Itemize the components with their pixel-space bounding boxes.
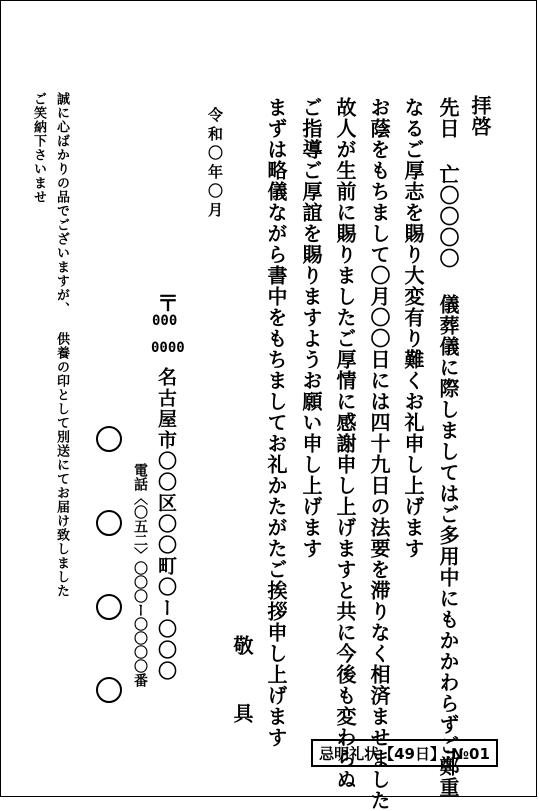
sender-address: 名古屋市〇〇区〇〇町〇ー〇〇〇 xyxy=(155,367,177,682)
body-line-4: 故人が生前に賜りましたご厚情に感謝申し上げますと共に今後も変わらぬ xyxy=(333,97,357,790)
postal-mark: 〒 xyxy=(157,292,180,317)
sender-phone: 電話〈〇五二〉〇〇〇ー〇〇〇〇番 xyxy=(132,463,148,687)
postscript-line-2: ご笑納下さいませ xyxy=(31,92,46,204)
body-line-3: お蔭をもちまして〇月〇〇日には四十九日の法要を滞りなく相済ませました xyxy=(367,97,391,811)
template-label: 忌明礼状【49日】:№01 xyxy=(311,739,498,767)
body-line-2: なるご厚志を賜り大変有り難くお礼申し上げます xyxy=(401,97,425,559)
name-circle xyxy=(96,510,122,536)
letter-date: 令和〇年〇月 xyxy=(206,107,224,221)
name-circle xyxy=(96,677,122,703)
body-line-1: 先日 亡〇〇〇〇 儀葬儀に際しましてはご多用中にもかかわらずご鄭重 xyxy=(436,97,460,798)
greeting-opening: 拝啓 xyxy=(468,95,492,137)
closing: 敬 具 xyxy=(230,635,254,735)
name-circle xyxy=(96,594,122,620)
body-line-6: まずは略儀ながら書中をもちましてお礼かたがたご挨拶申し上げます xyxy=(264,97,288,748)
postscript-line-1: 誠に心ばかりの品でございますが、 供養の印として別送にてお届け致しました xyxy=(54,92,69,598)
name-circle xyxy=(96,426,122,452)
postal-code-top: 000 xyxy=(152,313,178,329)
postal-code-bottom: 0000 xyxy=(151,340,185,356)
body-line-5: ご指導ご厚誼を賜りますようお願い申し上げます xyxy=(299,97,323,559)
